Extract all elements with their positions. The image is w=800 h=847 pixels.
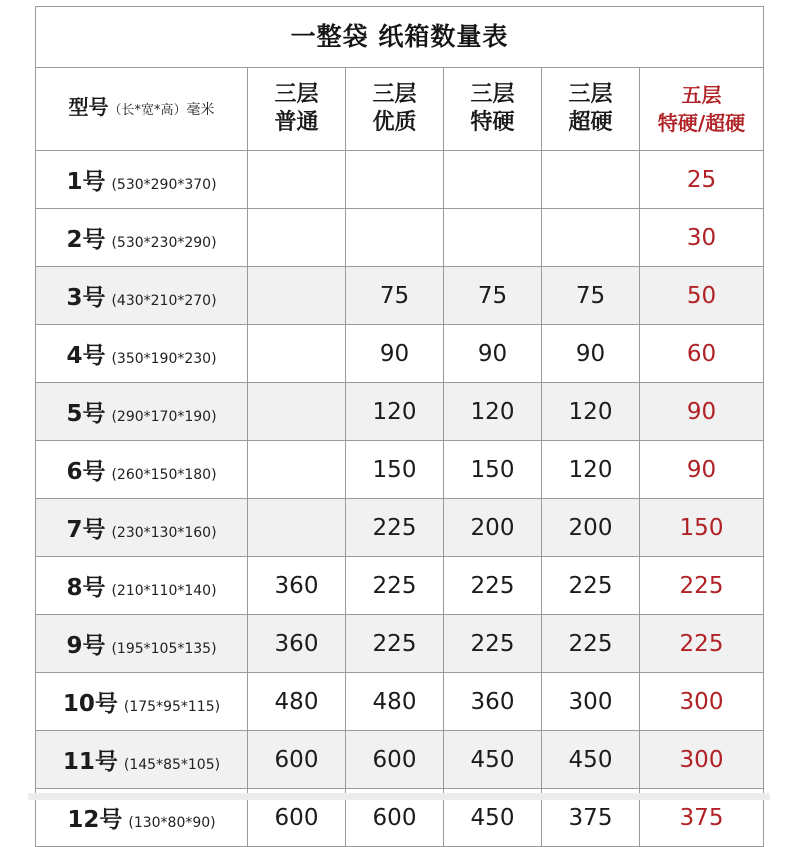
model-number: 12号: [67, 807, 123, 833]
table-row: [36, 499, 764, 557]
column-header-3ply-quality: [346, 68, 444, 151]
table-row: [36, 383, 764, 441]
column-header-line2: 普通: [274, 110, 319, 135]
quantity-cell: 225: [346, 557, 444, 615]
model-dimensions: (290*170*190): [111, 409, 217, 425]
quantity-cell: 90: [346, 325, 444, 383]
quantity-cell: 200: [542, 499, 640, 557]
column-header-line2: 特硬/超硬: [657, 111, 746, 135]
model-cell: [36, 325, 248, 383]
model-cell: [36, 731, 248, 789]
model-dimensions: (530*230*290): [111, 235, 217, 251]
quantity-cell-5ply: 50: [640, 267, 764, 325]
quantity-cell: 360: [248, 557, 346, 615]
table-row: [36, 731, 764, 789]
quantity-cell-5ply: 225: [640, 557, 764, 615]
model-dimensions: (145*85*105): [123, 757, 221, 773]
header-row: [36, 68, 764, 151]
quantity-cell: 450: [444, 789, 542, 847]
quantity-cell: [248, 499, 346, 557]
quantity-cell-5ply: 300: [640, 731, 764, 789]
quantity-cell: 150: [346, 441, 444, 499]
quantity-cell: [444, 151, 542, 209]
table-row: [36, 615, 764, 673]
model-number: 3号: [66, 285, 106, 311]
table-row: [36, 557, 764, 615]
column-header-line2: 超硬: [568, 110, 613, 135]
column-header-line2: 优质: [372, 110, 417, 135]
column-header-line1: 三层: [568, 82, 613, 107]
column-header-line1: 五层: [681, 83, 722, 107]
column-header-3ply-extra-hard: [444, 68, 542, 151]
quantity-cell: [346, 209, 444, 267]
quantity-cell: 120: [346, 383, 444, 441]
quantity-cell: [248, 267, 346, 325]
quantity-cell-5ply: 25: [640, 151, 764, 209]
quantity-cell: [248, 441, 346, 499]
quantity-cell: 360: [248, 615, 346, 673]
box-quantity-table: [35, 6, 764, 847]
quantity-cell-5ply: 90: [640, 441, 764, 499]
model-number: 11号: [62, 749, 118, 775]
column-header-line2: 特硬: [470, 110, 515, 135]
quantity-cell: 120: [542, 383, 640, 441]
model-dimensions: (195*105*135): [111, 641, 217, 657]
model-cell: [36, 673, 248, 731]
model-cell: [36, 441, 248, 499]
model-number: 2号: [66, 227, 106, 253]
quantity-cell: [248, 151, 346, 209]
quantity-cell-5ply: 30: [640, 209, 764, 267]
quantity-cell: 450: [542, 731, 640, 789]
quantity-cell: 225: [444, 615, 542, 673]
model-cell: [36, 209, 248, 267]
model-dimensions: (175*95*115): [123, 699, 221, 715]
quantity-cell: 600: [248, 731, 346, 789]
table-row: [36, 209, 764, 267]
quantity-cell: [248, 383, 346, 441]
quantity-cell: 90: [444, 325, 542, 383]
quantity-cell: [542, 209, 640, 267]
quantity-cell: 75: [444, 267, 542, 325]
quantity-cell: 120: [542, 441, 640, 499]
model-dimensions: (530*290*370): [111, 177, 217, 193]
quantity-cell: 90: [542, 325, 640, 383]
quantity-cell: [248, 325, 346, 383]
quantity-cell-5ply: 225: [640, 615, 764, 673]
model-dimensions: (230*130*160): [111, 525, 217, 541]
table-row: [36, 325, 764, 383]
quantity-cell: 600: [248, 789, 346, 847]
quantity-cell: 225: [346, 499, 444, 557]
model-cell: [36, 267, 248, 325]
model-number: 4号: [66, 343, 106, 369]
column-header-line1: 三层: [274, 82, 319, 107]
quantity-cell: [542, 151, 640, 209]
column-header-line1: 三层: [470, 82, 515, 107]
table-row: [36, 151, 764, 209]
model-header-dimensions: （长*宽*高）: [108, 103, 187, 118]
model-number: 9号: [66, 633, 106, 659]
model-number: 7号: [66, 517, 106, 543]
quantity-cell: 225: [542, 557, 640, 615]
quantity-cell: 300: [542, 673, 640, 731]
quantity-cell: 360: [444, 673, 542, 731]
model-dimensions: (350*190*230): [111, 351, 217, 367]
model-header-unit: 毫米: [186, 102, 215, 118]
quantity-cell: 200: [444, 499, 542, 557]
quantity-cell: 120: [444, 383, 542, 441]
column-header-line1: 三层: [372, 82, 417, 107]
quantity-cell: 75: [346, 267, 444, 325]
model-column-header: [36, 68, 248, 151]
model-cell: [36, 383, 248, 441]
quantity-cell: [444, 209, 542, 267]
model-number: 8号: [66, 575, 106, 601]
quantity-cell: 480: [248, 673, 346, 731]
quantity-cell: [346, 151, 444, 209]
table-row: [36, 267, 764, 325]
quantity-cell: 75: [542, 267, 640, 325]
bottom-edge: [28, 793, 770, 800]
column-header-3ply-standard: [248, 68, 346, 151]
quantity-cell: 480: [346, 673, 444, 731]
quantity-cell: 150: [444, 441, 542, 499]
model-dimensions: (430*210*270): [111, 293, 217, 309]
quantity-cell: 375: [542, 789, 640, 847]
quantity-cell: [248, 209, 346, 267]
quantity-cell-5ply: 150: [640, 499, 764, 557]
quantity-cell: 600: [346, 789, 444, 847]
table-body: [36, 151, 764, 847]
quantity-cell-5ply: 90: [640, 383, 764, 441]
model-cell: [36, 557, 248, 615]
quantity-cell: 225: [542, 615, 640, 673]
model-number: 10号: [62, 691, 118, 717]
model-header-label: 型号: [68, 95, 109, 119]
quantity-cell: 600: [346, 731, 444, 789]
table-row: [36, 673, 764, 731]
model-number: 1号: [66, 169, 106, 195]
model-dimensions: (130*80*90): [128, 815, 216, 831]
model-cell: [36, 151, 248, 209]
column-header-3ply-super-hard: [542, 68, 640, 151]
quantity-cell: 225: [444, 557, 542, 615]
quantity-cell-5ply: 60: [640, 325, 764, 383]
model-number: 5号: [66, 401, 106, 427]
column-header-5ply: [640, 68, 764, 151]
model-cell: [36, 615, 248, 673]
table-row: [36, 441, 764, 499]
model-dimensions: (260*150*180): [111, 467, 217, 483]
model-number: 6号: [66, 459, 106, 485]
quantity-cell: 450: [444, 731, 542, 789]
model-cell: [36, 499, 248, 557]
quantity-cell: 225: [346, 615, 444, 673]
model-dimensions: (210*110*140): [111, 583, 217, 599]
quantity-cell-5ply: 375: [640, 789, 764, 847]
table-title: 一整袋 纸箱数量表: [35, 6, 764, 67]
quantity-cell-5ply: 300: [640, 673, 764, 731]
